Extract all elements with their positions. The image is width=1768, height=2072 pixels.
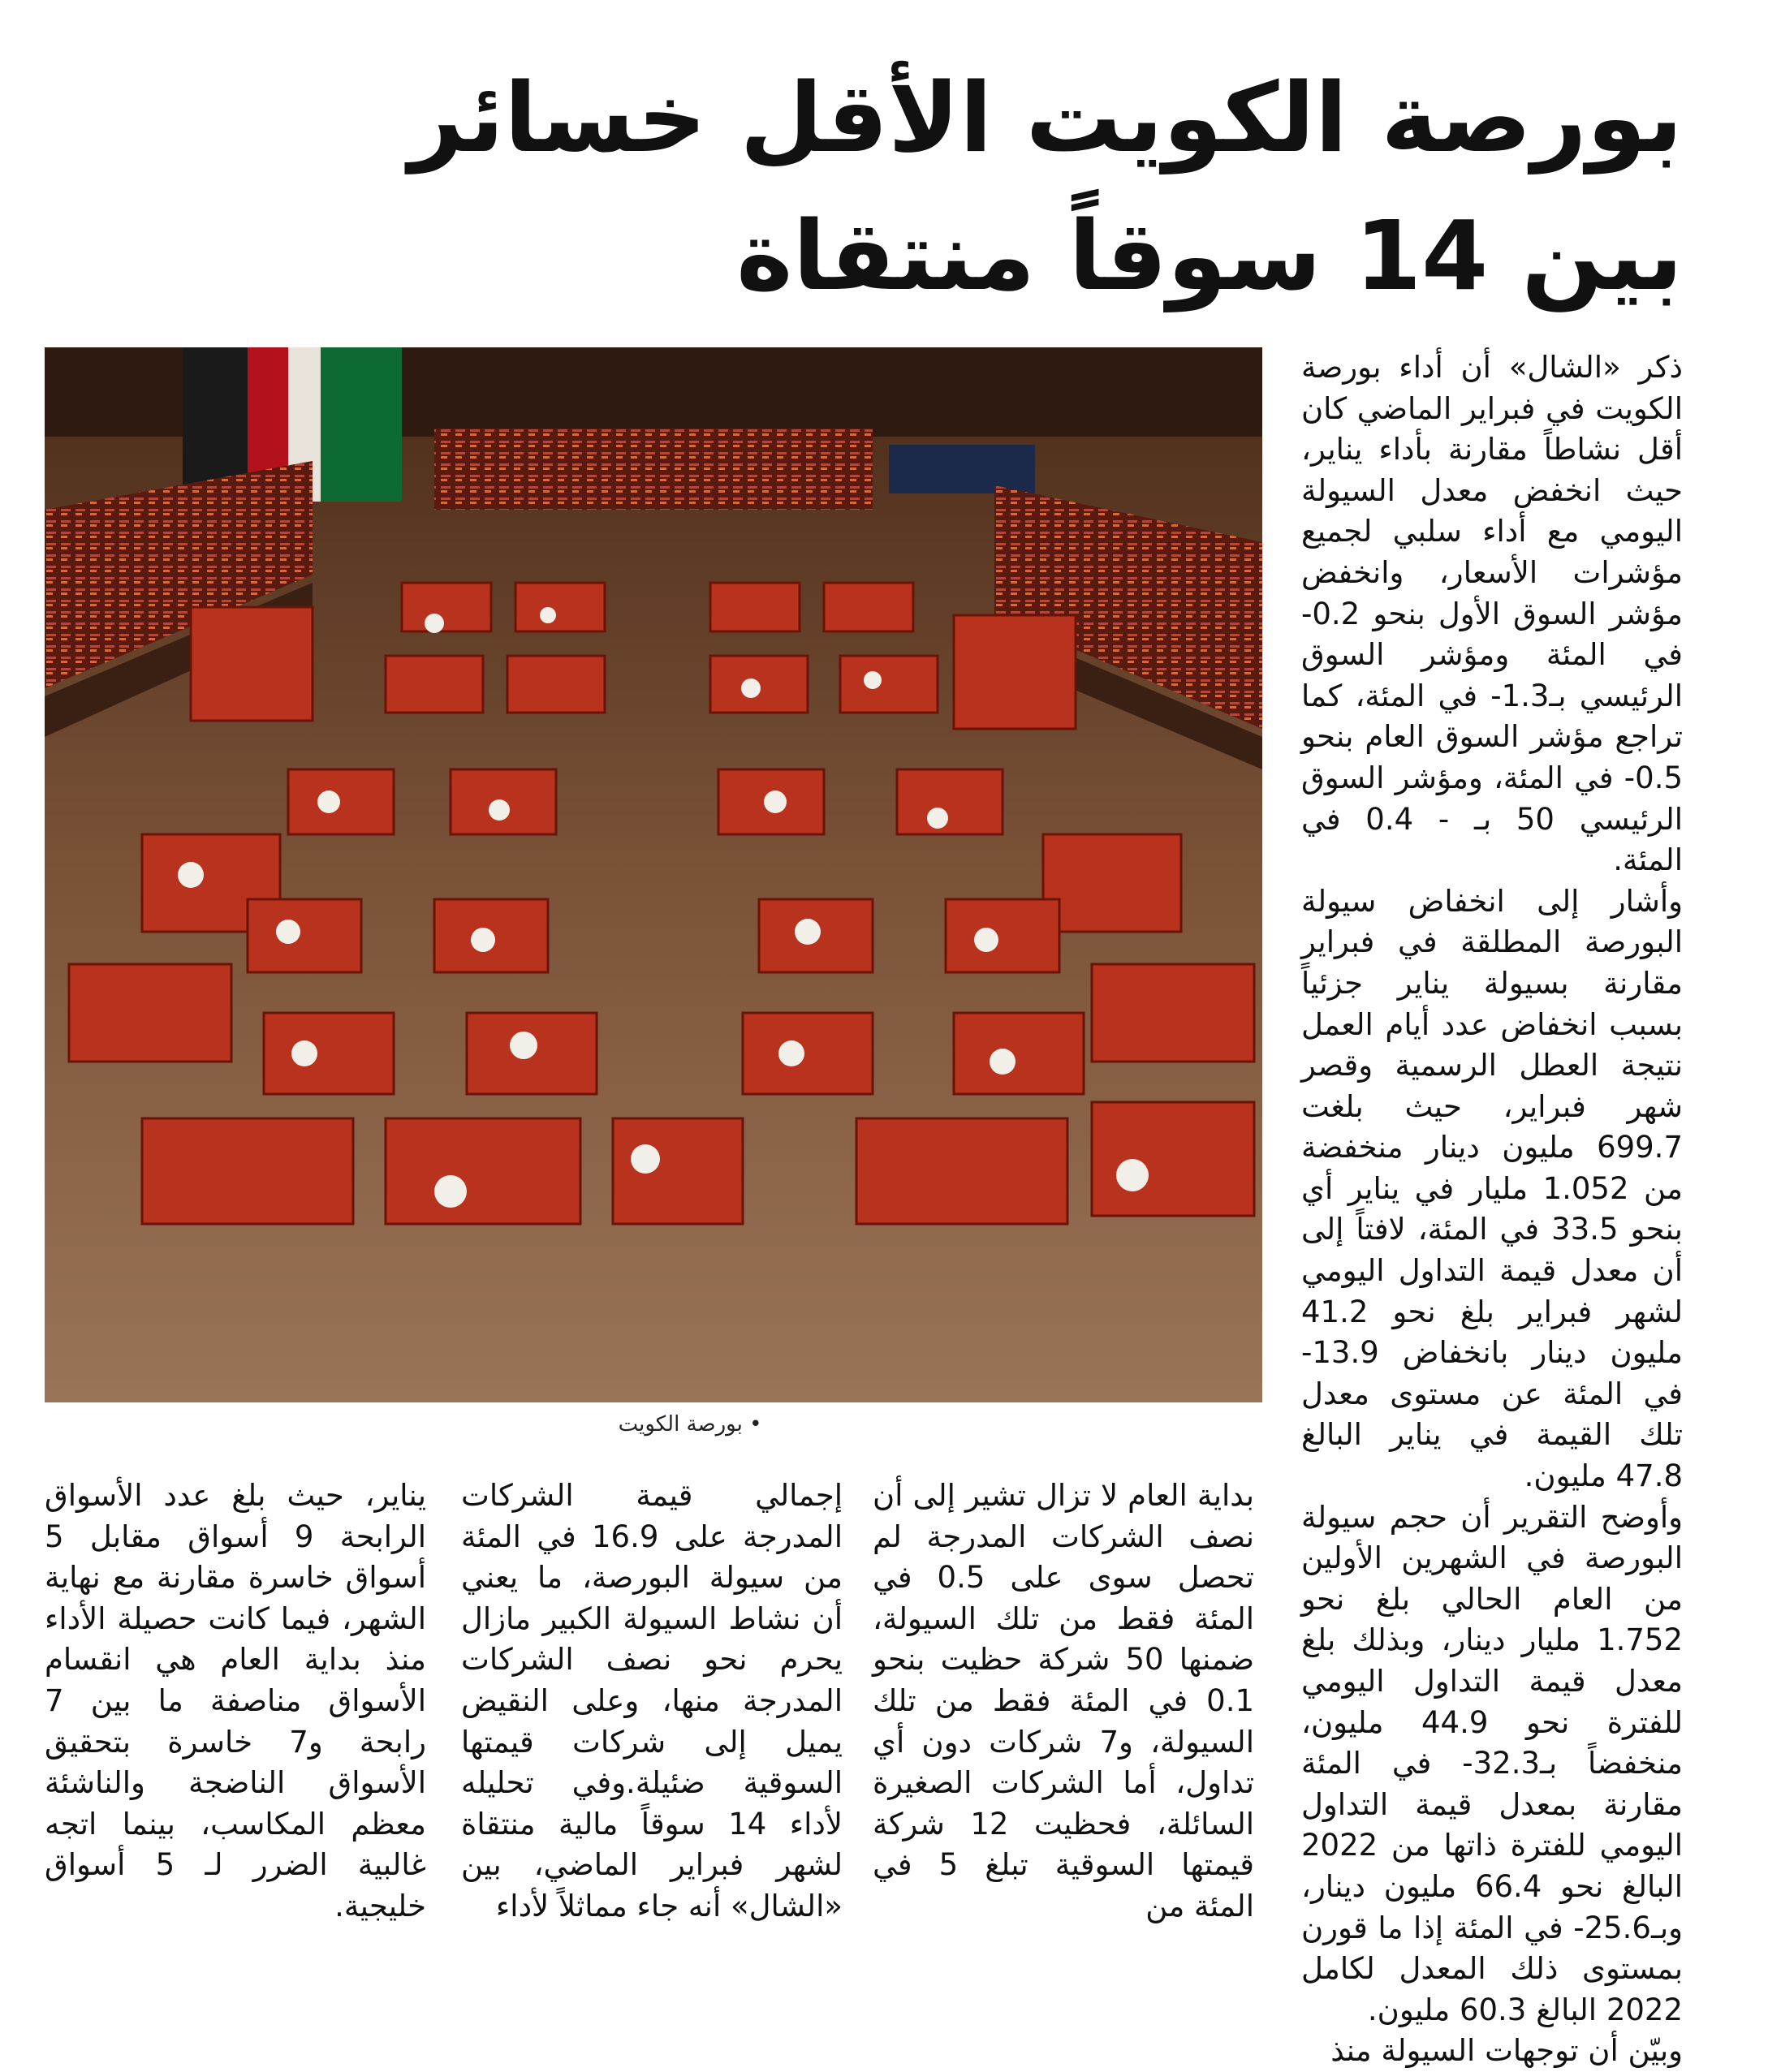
article-paragraph: وأوضح التقرير أن حجم سيولة البورصة في الشهرين الأولين من العام الحالي بلغ نحو 1.752 مليار دينار، وبذلك بلغ معدل قيمة التداول اليومي للفترة نحو 44.9 مليون، منخفضاً بـ32.3- في المئة مقارنة بمعدل قيمة التداول اليومي للفترة ذاتها من 2022 البالغ نحو 66.4 مليون دينار، وبـ25.6- في المئة إذا ما قورن بمستوى ذلك المعدل لكامل 2022 البالغ 60.3 مليون. bbox=[1301, 1499, 1683, 2027]
article-paragraph: ذكر «الشال» أن أداء بورصة الكويت في فبراير الماضي كان أقل نشاطاً مقارنة بأداء يناير، حيث انخفض معدل السيولة اليومي مع أداء سلبي لجميع مؤشرات الأسعار، وانخفض مؤشر السوق الأول بنحو 0.2- في المئة ومؤشر السوق الرئيسي بـ1.3- في المئة، كما تراجع مؤشر السوق العام بنحو 0.5- في المئة، ومؤشر السوق الرئيسي 50 بـ - 0.4 في المئة. bbox=[1301, 350, 1683, 878]
article-bottom-column-1 bbox=[873, 1475, 1254, 1923]
article-paragraph: وأشار إلى انخفاض سيولة البورصة المطلقة في فبراير مقارنة بسيولة يناير جزئياً بسبب انخفاض عدد أيام العمل نتيجة العطل الرسمية وقصر شهر فبراير، حيث بلغت 699.7 مليون دينار منخفضة من 1.052 مليار في يناير أي بنحو 33.5 في المئة، لافتاً إلى أن معدل قيمة التداول اليومي لشهر فبراير بلغ نحو 41.2 مليون دينار بانخفاض 13.9- في المئة عن مستوى معدل تلك القيمة في يناير البالغ 47.8 مليون. bbox=[1301, 883, 1683, 1494]
article-bottom-column-2 bbox=[461, 1475, 843, 1923]
headline-line-2: بين 14 سوقاً منتقاة bbox=[735, 200, 1683, 312]
trading-floor-illustration bbox=[45, 347, 1262, 1402]
article-paragraph: وبيّن أن توجهات السيولة منذ bbox=[1330, 2033, 1683, 2069]
photo-caption: • بورصة الكويت bbox=[618, 1412, 762, 1437]
article-paragraph: إجمالي قيمة الشركات المدرجة على 16.9 في المئة من سيولة البورصة، ما يعني أن نشاط السيولة الكبير مازال يحرم نحو نصف الشركات المدرجة منها، وعلى النقيض يميل إلى شركات قيمتها السوقية ضئيلة.وفي تحليله لأداء 14 سوقاً مالية منتقاة لشهر فبراير الماضي، بين «الشال» أنه جاء مماثلاً لأداء bbox=[461, 1478, 843, 1923]
headline-line-1: بورصة الكويت الأقل خسائر bbox=[408, 62, 1683, 174]
article-paragraph: بداية العام لا تزال تشير إلى أن نصف الشركات المدرجة لم تحصل سوى على 0.5 في المئة فقط من تلك السيولة، ضمنها 50 شركة حظيت بنحو 0.1 في المئة فقط من تلك السيولة، و7 شركات دون أي تداول، أما الشركات الصغيرة السائلة، فحظيت 12 شركة قيمتها السوقية تبلغ 5 في المئة من bbox=[873, 1478, 1254, 1923]
article-bottom-column-3 bbox=[45, 1475, 427, 1923]
headline bbox=[408, 49, 1683, 325]
stock-exchange-photo bbox=[45, 347, 1262, 1402]
article-paragraph: يناير، حيث بلغ عدد الأسواق الرابحة 9 أسواق مقابل 5 أسواق خاسرة مقارنة مع نهاية الشهر، فيما كانت حصيلة الأداء منذ بداية العام هي انقسام الأسواق مناصفة ما بين 7 رابحة و7 خاسرة بتحقيق الأسواق الناضجة والناشئة معظم المكاسب، بينما اتجه غالبية الضرر لـ 5 أسواق خليجية. bbox=[45, 1478, 427, 1923]
article-right-column bbox=[1301, 347, 1683, 2069]
